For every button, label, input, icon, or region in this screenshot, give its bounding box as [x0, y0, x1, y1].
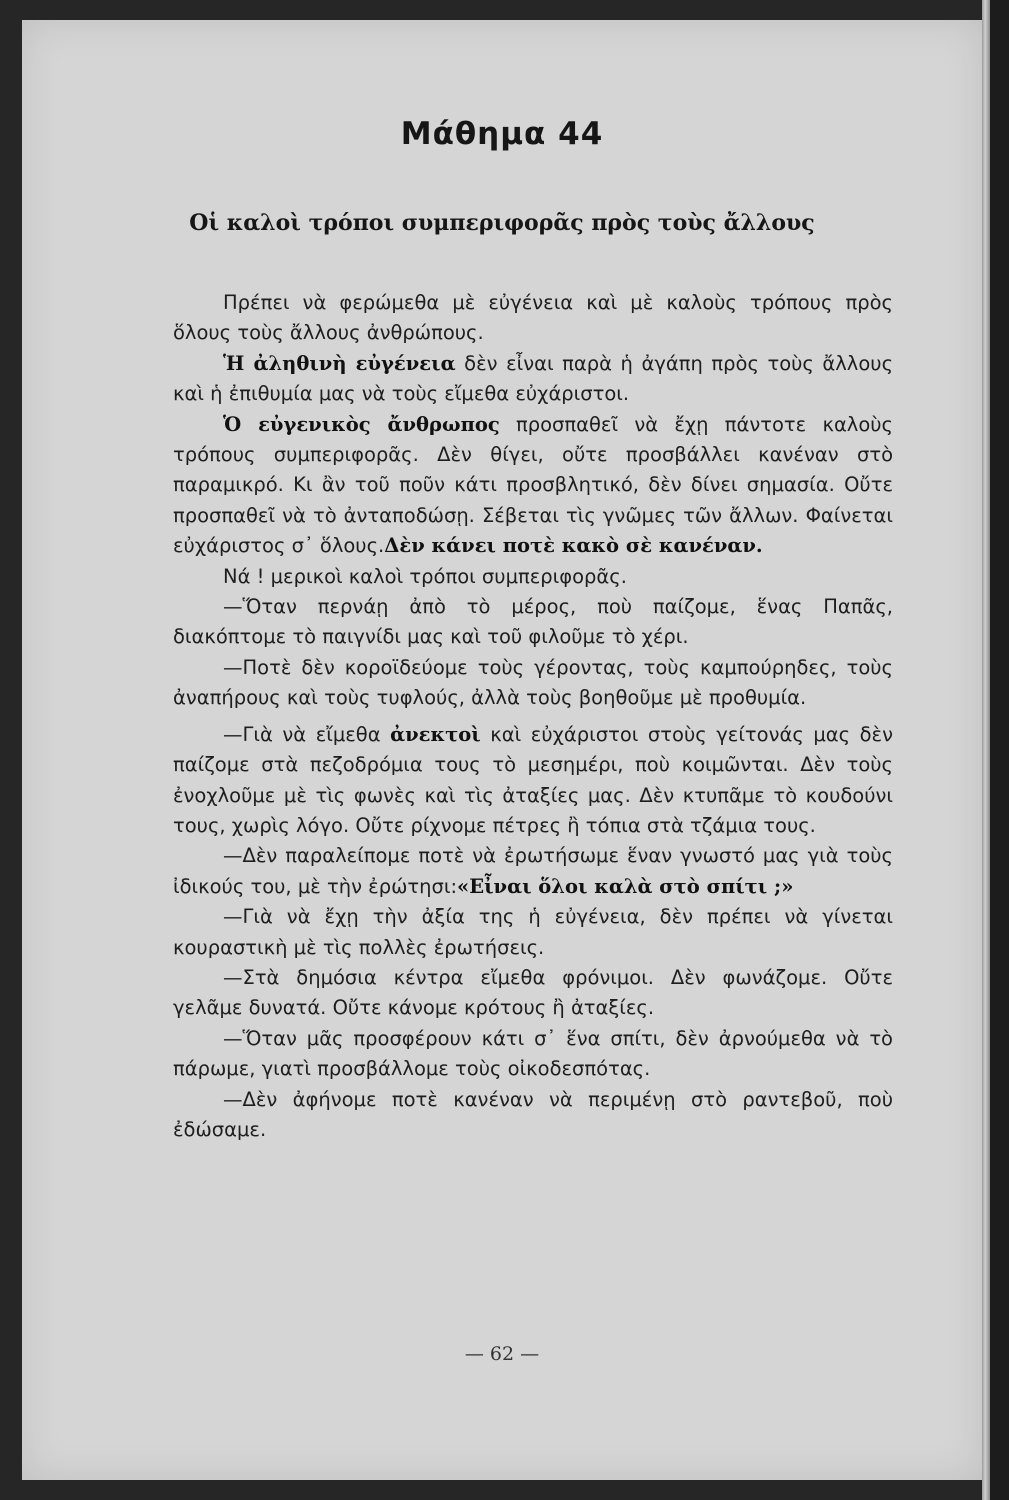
paragraph-bold-lead: Ὁ εὐγενικὸς ἄνθρωπος — [223, 412, 500, 436]
paragraph-text: —Στὰ δημόσια κέντρα εἴμεθα φρόνιμοι. Δὲν φωνάζομε. Οὔτε γελᾶμε δυνατά. Οὔτε κάνομε κρότους ἢ ἀταξίες. — [173, 965, 893, 1020]
paragraph-questions — [173, 902, 893, 963]
paragraph-examples-intro — [173, 562, 893, 592]
paragraph-bold-tail: Δὲν κάνει ποτὲ κακὸ σὲ κανέναν. — [384, 534, 763, 558]
page-edge — [982, 0, 990, 1500]
paragraph-text: δὲν εἶναι παρὰ ἡ ἀγάπη πρὸς τοὺς ἄλλους καὶ ἡ ἐπιθυμία μας νὰ τοὺς εἴμεθα εὐχάριστοι. — [173, 351, 894, 406]
paragraph-text: —Ὅταν περνάῃ ἀπὸ τὸ μέρος, ποὺ παίζομε, ἕνας Παπᾶς, διακόπτομε τὸ παιγνίδι μας καὶ τοῦ φιλοῦμε τὸ χέρι. — [173, 595, 893, 649]
paragraph-text: —Δὲν ἀφήνομε ποτὲ κανέναν νὰ περιμένῃ στὸ ραντεβοῦ, ποὺ ἐδώσαμε. — [173, 1087, 893, 1141]
lesson-body — [173, 288, 893, 1145]
paragraph-priest — [173, 592, 893, 653]
paragraph-text: —Δὲν παραλείπομε ποτὲ νὰ ἐρωτήσωμε ἕναν γνωστό μας γιὰ τοὺς ἰδικούς του, μὲ τὴν ἐρώτησι: — [173, 844, 893, 898]
paragraph-text: καὶ εὐχάριστοι στοὺς γείτονάς μας δὲν παίζομε στὰ πεζοδρόμια τους τὸ μεσημέρι, ποὺ κοιμῶνται. Δὲν τοὺς ἐνοχλοῦμε μὲ τὶς φωνὲς καὶ τὶς ἀταξίες μας. Δὲν κτυπᾶμε τὸ κουδούνι τους, χωρὶς λόγο. Οὔτε ρίχνομε πέτρες ἢ τόπια στὰ τζάμια τους. — [173, 722, 893, 837]
lesson-subtitle: Οἱ καλοὶ τρόποι συμπεριφορᾶς πρὸς τοὺς ἄλλους — [189, 210, 815, 236]
paragraph-text-pre: —Γιὰ νὰ εἴμεθα — [223, 722, 391, 746]
lesson-title: Μάθημα 44 — [400, 116, 604, 152]
paragraph-polite-person — [173, 410, 893, 562]
paragraph-offers — [173, 1024, 893, 1085]
paragraph-text: —Γιὰ νὰ ἔχῃ τὴν ἀξία της ἡ εὐγένεια, δὲν πρέπει νὰ γίνεται κουραστικὴ μὲ τὶς πολλὲς ἐρωτήσεις. — [173, 905, 893, 959]
paragraph-elders — [173, 653, 893, 714]
paragraph-text: Νά ! μερικοὶ καλοὶ τρόποι συμπεριφορᾶς. — [223, 564, 627, 588]
paragraph-bold-lead: Ἡ ἀληθινὴ εὐγένεια — [223, 351, 456, 375]
paragraph-text: προσπαθεῖ νὰ ἔχῃ πάντοτε καλοὺς τρόπους συμπεριφορᾶς. Δὲν θίγει, οὔτε προσβάλλει κανέναν στὸ παραμικρό. Κι ἂν τοῦ ποῦν κάτι προσβλητικό, δὲν δίνει σημασία. Οὔτε προσπαθεῖ νὰ τὸ ἀνταποδώσῃ. Σέβεται τὶς γνῶμες τῶν ἄλλων. Φαίνεται εὐχάριστος σ᾿ ὅλους. — [173, 412, 893, 558]
paragraph-bold-mid: ἀνεκτοὶ — [390, 722, 481, 746]
page-number: — 62 — — [464, 1343, 540, 1365]
paragraph-bold-tail: «Εἶναι ὅλοι καλὰ στὸ σπίτι ;» — [457, 874, 794, 898]
paragraph-true-courtesy — [173, 349, 893, 410]
paragraph-text: Πρέπει νὰ φερώμεθα μὲ εὐγένεια καὶ μὲ καλοὺς τρόπους πρὸς ὅλους τοὺς ἄλλους ἀνθρώπους. — [173, 291, 893, 345]
paragraph-public-places — [173, 963, 893, 1024]
scan-border — [990, 0, 1009, 1500]
paragraph-neighbours — [173, 720, 893, 842]
book-page — [22, 20, 982, 1480]
paragraph-text: —Ποτὲ δὲν κοροϊδεύομε τοὺς γέροντας, τοὺς καμπούρηδες, τοὺς ἀναπήρους καὶ τοὺς τυφλούς, ἀλλὰ τοὺς βοηθοῦμε μὲ προθυμία. — [173, 655, 893, 710]
paragraph-intro — [173, 288, 893, 349]
paragraph-text: —Ὅταν μᾶς προσφέρουν κάτι σ᾿ ἕνα σπίτι, δὲν ἀρνούμεθα νὰ τὸ πάρωμε, γιατὶ προσβάλλομε τοὺς οἰκοδεσπότας. — [173, 1026, 893, 1081]
paragraph-appointments — [173, 1085, 893, 1146]
paragraph-greeting — [173, 841, 893, 902]
